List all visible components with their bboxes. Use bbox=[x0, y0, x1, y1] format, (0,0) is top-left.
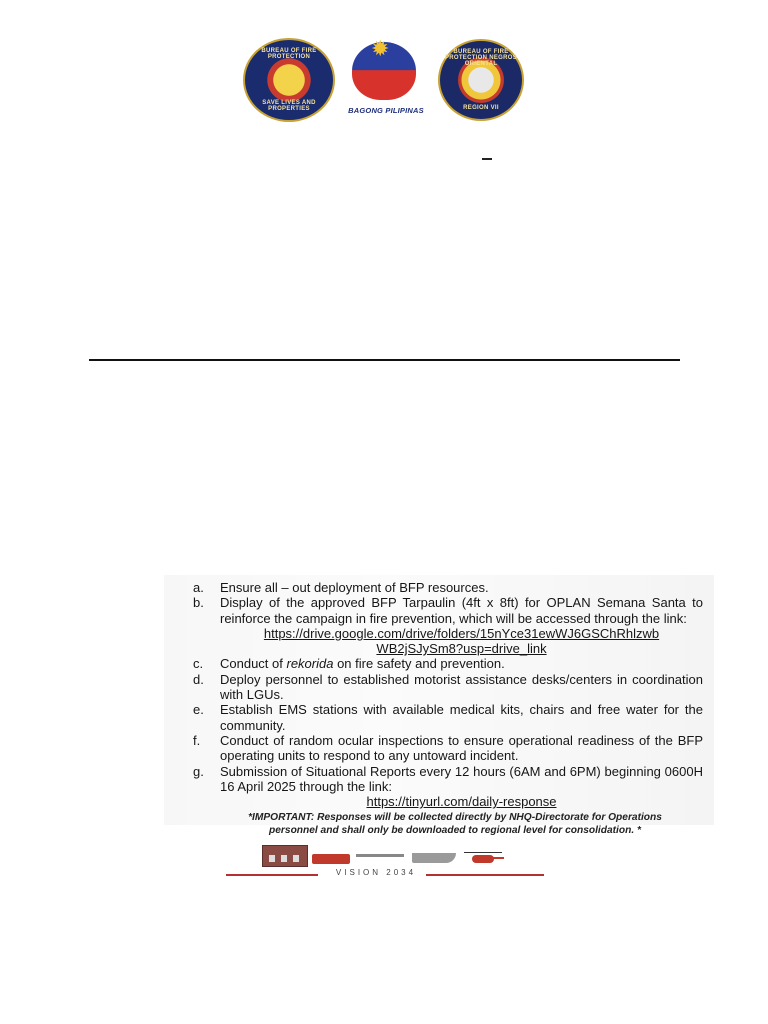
helicopter-body-icon bbox=[472, 855, 494, 863]
list-item bbox=[193, 672, 703, 703]
left-seal-text-top: BUREAU OF FIRE PROTECTION bbox=[261, 48, 317, 60]
list-text: Establish EMS stations with available medical kits, chairs and free water for the community. bbox=[220, 702, 703, 733]
list-item bbox=[193, 764, 703, 795]
list-marker: d. bbox=[193, 671, 204, 687]
right-seal-text-bottom: REGION VII bbox=[463, 105, 499, 111]
vision-text: VISION 2034 bbox=[335, 868, 417, 877]
rotor-icon bbox=[464, 852, 502, 853]
drive-link-line2[interactable]: WB2jSJySm8?usp=drive_link bbox=[376, 641, 547, 657]
list-marker: c. bbox=[193, 656, 204, 672]
list-marker: a. bbox=[193, 580, 204, 595]
dash-mark bbox=[482, 158, 492, 160]
drive-link-line1[interactable]: https://drive.google.com/drive/folders/15nYce31ewWJ6GSChRhlzwb bbox=[263, 625, 660, 641]
list-marker: e. bbox=[193, 702, 204, 718]
list-text-part: Conduct of bbox=[220, 656, 287, 672]
bagong-pilipinas-text: BAGONG PILIPINAS bbox=[348, 106, 424, 115]
list-marker: g. bbox=[193, 763, 204, 779]
sun-icon: ✹ bbox=[371, 36, 390, 61]
right-seal-text-top: BUREAU OF FIRE PROTECTION NEGROS ORIENTAL bbox=[444, 49, 518, 67]
list-marker: b. bbox=[193, 595, 204, 611]
daily-response-link[interactable]: https://tinyurl.com/daily-response bbox=[366, 794, 557, 810]
window-icon bbox=[269, 855, 275, 862]
directive-list bbox=[193, 580, 703, 809]
ladder-truck-icon bbox=[356, 854, 404, 857]
fire-station-icon bbox=[262, 845, 308, 867]
bfp-seal-icon bbox=[243, 38, 335, 122]
list-text: Ensure all – out deployment of BFP resources. bbox=[220, 580, 489, 595]
list-text: Deploy personnel to established motorist assistance desks/centers in coordination with LGUs. bbox=[220, 671, 703, 703]
bagong-pilipinas-logo bbox=[343, 36, 429, 118]
fire-truck-icon bbox=[312, 854, 350, 864]
list-marker: f. bbox=[193, 732, 201, 748]
list-text bbox=[220, 656, 703, 671]
header-logos bbox=[0, 38, 768, 118]
note-line: *IMPORTANT: Responses will be collected directly by NHQ-Directorate for Operations bbox=[248, 812, 662, 823]
helicopter-tail-icon bbox=[492, 857, 504, 859]
window-icon bbox=[281, 855, 287, 862]
list-item bbox=[193, 733, 703, 764]
helicopter-icon bbox=[462, 852, 504, 864]
list-item bbox=[193, 656, 703, 671]
divider-right bbox=[426, 874, 544, 876]
horizontal-rule bbox=[89, 359, 680, 361]
window-icon bbox=[293, 855, 299, 862]
list-text: Submission of Situational Reports every 12 hours (6AM and 6PM) beginning 0600H 16 April 2025 through the link: bbox=[220, 763, 703, 794]
fire-boat-icon bbox=[412, 853, 456, 863]
important-note bbox=[200, 811, 710, 837]
list-text-part: on fire safety and prevention. bbox=[333, 656, 505, 672]
vision-banner bbox=[226, 868, 544, 882]
left-seal-text-bottom: SAVE LIVES AND PROPERTIES bbox=[262, 100, 316, 112]
list-item bbox=[193, 580, 703, 595]
note-line: personnel and shall only be downloaded to regional level for consolidation. * bbox=[269, 825, 641, 836]
bfp-region-vii-seal-icon bbox=[438, 39, 524, 121]
list-item bbox=[193, 595, 703, 626]
divider-left bbox=[226, 874, 318, 876]
list-text-emphasis: rekorida bbox=[286, 656, 334, 672]
list-item bbox=[193, 702, 703, 733]
list-text: Conduct of random ocular inspections to ensure operational readiness of the BFP operating units to respond to any untoward incident. bbox=[220, 732, 703, 764]
list-text: Display of the approved BFP Tarpaulin (4ft x 8ft) for OPLAN Semana Santa to reinforce the campaign in fire prevention, which will be accessed through the link: bbox=[220, 595, 703, 626]
